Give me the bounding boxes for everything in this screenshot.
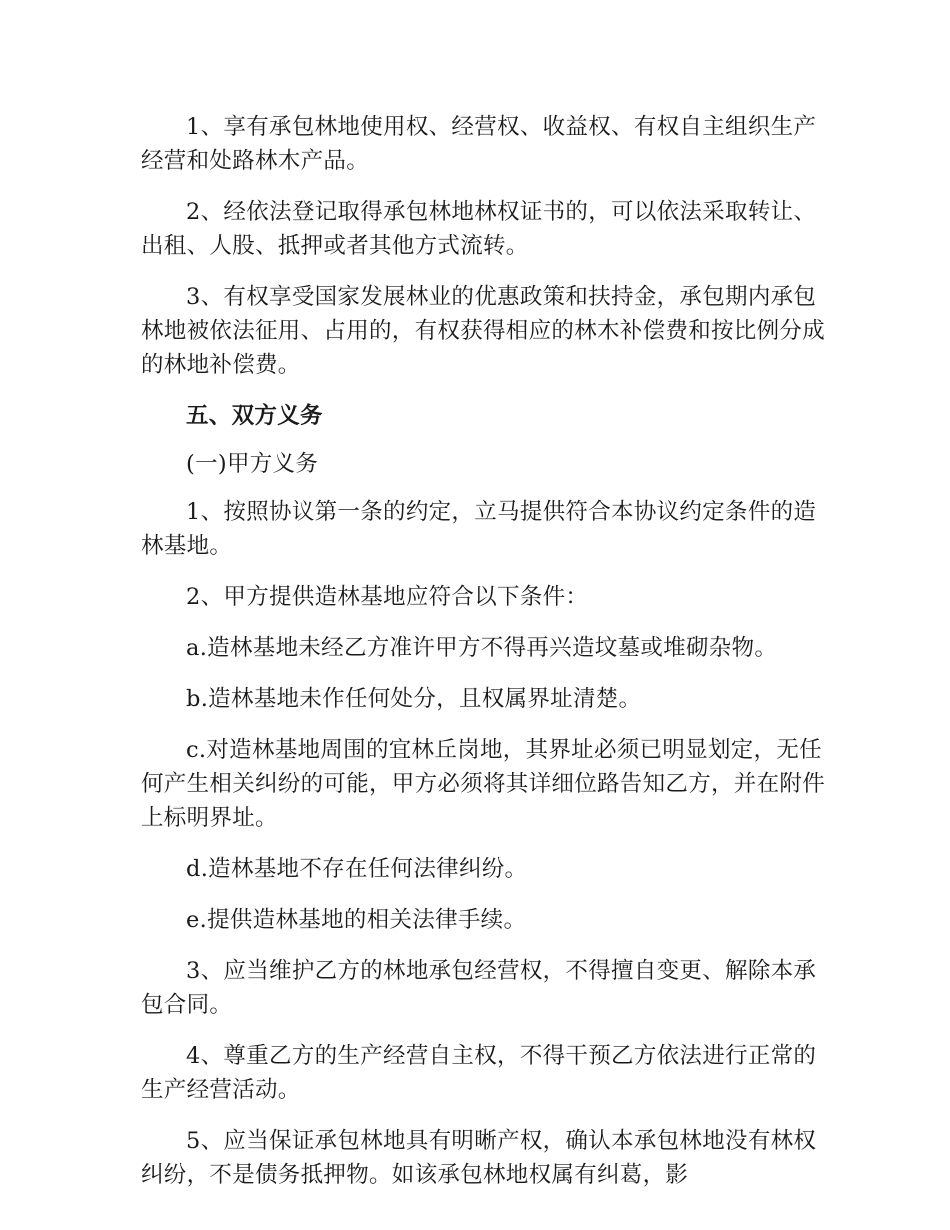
condition-d: d.造林基地不存在任何法律纠纷。 — [186, 856, 528, 882]
subsection-heading-party-a: (一)甲方义务 — [186, 451, 319, 477]
paragraph-duty-3: 3、应当维护乙方的林地承包经营权，不得擅自变更、解除本承包合同。 — [141, 958, 817, 1018]
paragraph-duty-5: 5、应当保证承包林地具有明晰产权，确认本承包林地没有林权纠纷，不是债务抵押物。如该承包林地权属有纠葛，影 — [141, 1128, 817, 1188]
condition-e: e.提供造林基地的相关法律手续。 — [186, 907, 527, 933]
section-heading-obligations: 五、双方义务 — [186, 403, 323, 429]
paragraph-duty-4: 4、尊重乙方的生产经营自主权，不得干预乙方依法进行正常的生产经营活动。 — [141, 1043, 817, 1103]
document-body — [141, 110, 831, 1209]
condition-b: b.造林基地未作任何处分，且权属界址清楚。 — [186, 686, 642, 712]
condition-a: a.造林基地未经乙方准许甲方不得再兴造坟墓或堆砌杂物。 — [186, 635, 778, 661]
paragraph-duty-1: 1、按照协议第一条的约定，立马提供符合本协议约定条件的造林基地。 — [141, 499, 817, 559]
paragraph-duty-2: 2、甲方提供造林基地应符合以下条件： — [186, 584, 589, 610]
paragraph-right-2: 2、经依法登记取得承包林地林权证书的，可以依法采取转让、出租、人股、抵押或者其他方式流转。 — [141, 199, 817, 259]
condition-c: c.对造林基地周围的宜林丘岗地，其界址必须已明显划定，无任何产生相关纠纷的可能，甲方必须将其详细位路告知乙方，并在附件上标明界址。 — [141, 737, 826, 831]
paragraph-right-3: 3、有权享受国家发展林业的优惠政策和扶持金，承包期内承包林地被依法征用、占用的，有权获得相应的林木补偿费和按比例分成的林地补偿费。 — [141, 284, 826, 378]
paragraph-right-1: 1、享有承包林地使用权、经营权、收益权、有权自主组织生产经营和处路林木产品。 — [141, 114, 817, 174]
